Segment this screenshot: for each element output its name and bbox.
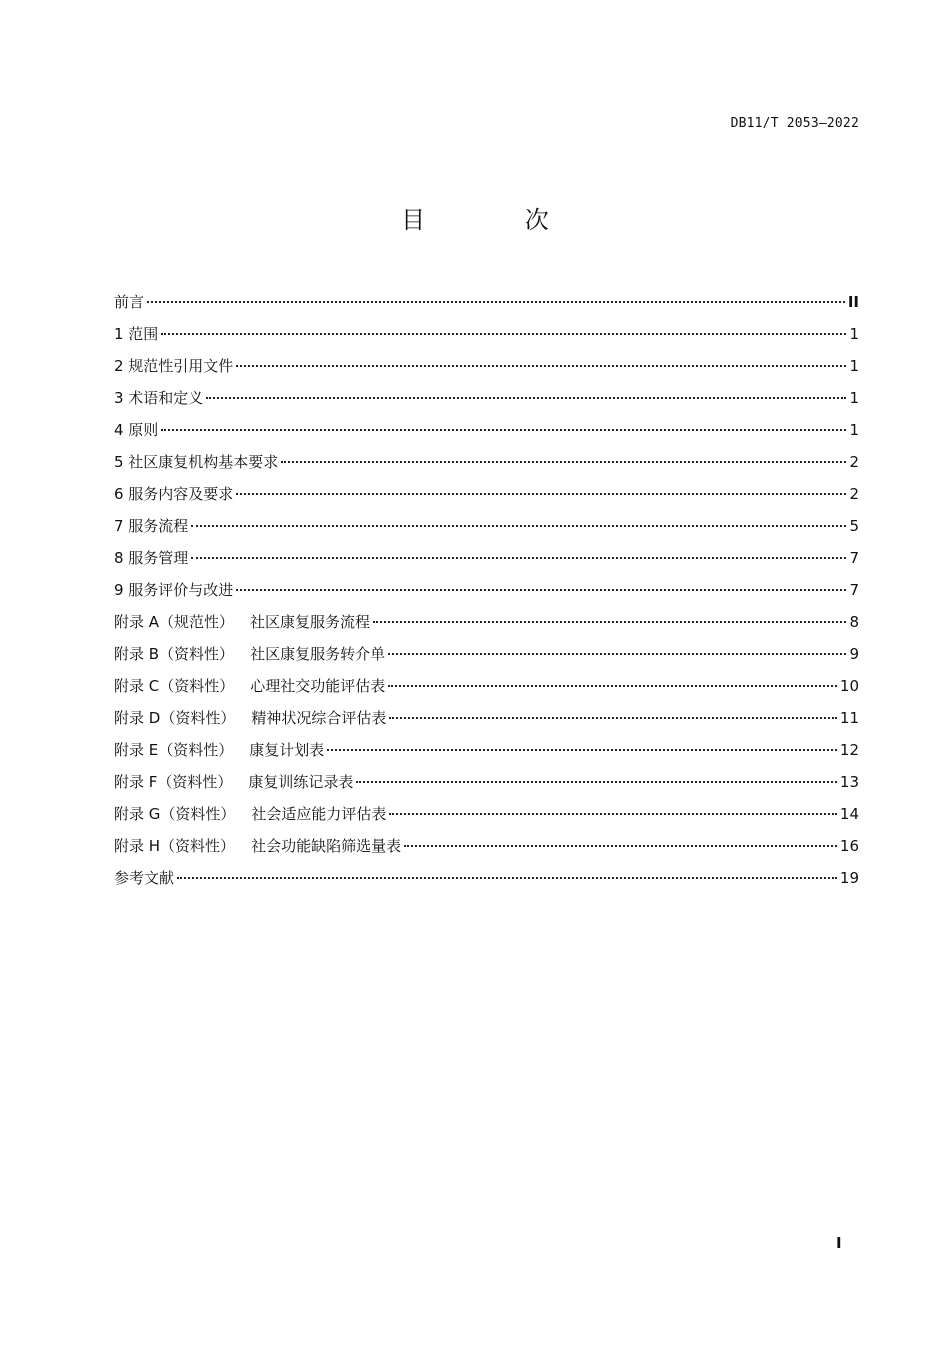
toc-entry-title: 1 范围	[114, 325, 159, 343]
dot-leader	[389, 714, 837, 719]
toc-entry-page: 7	[849, 581, 859, 599]
toc-entry-subtitle: 社会适应能力评估表	[251, 805, 387, 823]
page-title: 目 次	[401, 206, 595, 234]
toc-entry[interactable]	[114, 670, 859, 702]
toc-entry-subtitle: 社区康复服务转介单	[250, 645, 386, 663]
dot-leader	[177, 874, 837, 879]
toc-entry[interactable]	[114, 862, 859, 894]
toc-entry-title: 5 社区康复机构基本要求	[114, 453, 279, 471]
table-of-contents	[114, 286, 859, 894]
toc-entry-title: 附录 F（资料性）	[114, 773, 233, 791]
toc-entry-label	[114, 382, 203, 414]
toc-entry[interactable]	[114, 606, 859, 638]
toc-entry[interactable]	[114, 638, 859, 670]
dot-leader	[147, 298, 845, 303]
toc-entry[interactable]	[114, 350, 859, 382]
toc-entry-label	[114, 670, 385, 702]
toc-entry-label	[114, 318, 158, 350]
toc-entry[interactable]	[114, 414, 859, 446]
dot-leader	[191, 554, 846, 559]
dot-leader	[161, 330, 846, 335]
dot-leader	[327, 746, 837, 751]
toc-entry-label	[114, 574, 233, 606]
dot-leader	[373, 618, 846, 623]
dot-leader	[236, 586, 846, 591]
toc-entry-label	[114, 702, 386, 734]
toc-entry[interactable]	[114, 478, 859, 510]
toc-entry-label	[114, 510, 188, 542]
toc-entry-subtitle: 社区康复服务流程	[250, 613, 371, 631]
dot-leader	[161, 426, 846, 431]
toc-entry-label	[114, 862, 174, 894]
toc-entry-label	[114, 478, 233, 510]
toc-entry-label	[114, 638, 385, 670]
toc-entry-title: 前言	[114, 293, 145, 311]
toc-entry-page: 1	[849, 389, 859, 407]
toc-entry-title: 2 规范性引用文件	[114, 357, 234, 375]
toc-entry[interactable]	[114, 382, 859, 414]
toc-entry-subtitle: 康复训练记录表	[248, 773, 354, 791]
toc-entry-label	[114, 350, 233, 382]
toc-entry-subtitle: 社会功能缺陷筛选量表	[251, 837, 402, 855]
toc-entry-title: 附录 D（资料性）	[114, 709, 236, 727]
toc-entry-page: 16	[839, 837, 859, 855]
dot-leader	[236, 362, 846, 367]
toc-entry[interactable]	[114, 798, 859, 830]
toc-entry-label	[114, 734, 324, 766]
toc-entry-label	[114, 446, 278, 478]
toc-entry-page: 11	[839, 709, 859, 727]
toc-entry-label	[114, 414, 158, 446]
toc-entry-page: 12	[839, 741, 859, 759]
toc-entry[interactable]	[114, 766, 859, 798]
dot-leader	[191, 522, 846, 527]
toc-entry-title: 附录 E（资料性）	[114, 741, 234, 759]
toc-entry-page: 19	[839, 869, 859, 887]
dot-leader	[206, 394, 846, 399]
toc-entry[interactable]	[114, 542, 859, 574]
toc-entry-page: 9	[849, 645, 859, 663]
toc-entry-page: 1	[849, 325, 859, 343]
dot-leader	[236, 490, 846, 495]
dot-leader	[404, 842, 837, 847]
toc-entry-page: 14	[839, 805, 859, 823]
toc-entry-label	[114, 798, 386, 830]
dot-leader	[389, 810, 836, 815]
toc-entry-page: 7	[849, 549, 859, 567]
toc-entry-label	[114, 286, 144, 318]
toc-entry-title: 附录 G（资料性）	[114, 805, 236, 823]
document-code: DB11/T 2053—2022	[730, 116, 859, 131]
toc-entry[interactable]	[114, 446, 859, 478]
toc-entry-title: 4 原则	[114, 421, 159, 439]
toc-entry-title: 3 术语和定义	[114, 389, 204, 407]
toc-entry-label	[114, 606, 370, 638]
toc-entry-title: 附录 B（资料性）	[114, 645, 235, 663]
toc-entry[interactable]	[114, 702, 859, 734]
toc-entry-subtitle: 精神状况综合评估表	[251, 709, 387, 727]
toc-entry-page: 2	[849, 485, 859, 503]
toc-entry-title: 8 服务管理	[114, 549, 189, 567]
toc-entry-label	[114, 542, 188, 574]
dot-leader	[356, 778, 836, 783]
dot-leader	[281, 458, 846, 463]
toc-entry[interactable]	[114, 830, 859, 862]
toc-entry-page: II	[847, 293, 859, 311]
toc-entry[interactable]	[114, 510, 859, 542]
toc-entry-title: 6 服务内容及要求	[114, 485, 234, 503]
toc-entry-title: 参考文献	[114, 869, 175, 887]
toc-entry-title: 附录 A（规范性）	[114, 613, 235, 631]
toc-entry-page: 1	[849, 421, 859, 439]
toc-entry[interactable]	[114, 286, 859, 318]
toc-entry-subtitle: 心理社交功能评估表	[250, 677, 386, 695]
toc-entry-page: 8	[849, 613, 859, 631]
toc-entry-subtitle: 康复计划表	[249, 741, 325, 759]
toc-entry-title: 附录 C（资料性）	[114, 677, 235, 695]
toc-entry-label	[114, 766, 353, 798]
toc-entry-title: 7 服务流程	[114, 517, 189, 535]
toc-entry-page: 5	[849, 517, 859, 535]
toc-entry-title: 9 服务评价与改进	[114, 581, 234, 599]
toc-entry[interactable]	[114, 318, 859, 350]
toc-entry[interactable]	[114, 574, 859, 606]
page-number: I	[836, 1234, 842, 1252]
dot-leader	[388, 650, 846, 655]
toc-entry-label	[114, 830, 401, 862]
toc-entry-page: 13	[839, 773, 859, 791]
toc-entry-title: 附录 H（资料性）	[114, 837, 236, 855]
dot-leader	[388, 682, 837, 687]
toc-entry-page: 10	[839, 677, 859, 695]
toc-entry[interactable]	[114, 734, 859, 766]
toc-entry-page: 1	[849, 357, 859, 375]
toc-entry-page: 2	[849, 453, 859, 471]
